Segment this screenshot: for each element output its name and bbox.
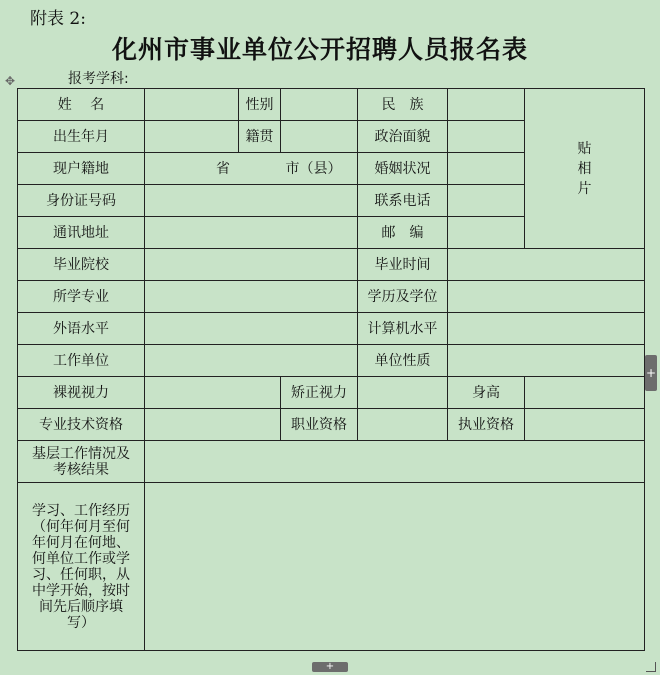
resume-label-line: 中学开始，按时 xyxy=(32,582,130,599)
corrected-vision-label: 矫正视力 xyxy=(281,377,358,409)
resume-label-line: 间先后顺序填 xyxy=(39,598,123,615)
practice-qualification-value[interactable] xyxy=(525,409,645,441)
employer-type-value[interactable] xyxy=(448,345,645,377)
move-icon[interactable]: ✥ xyxy=(4,74,16,88)
table-resize-icon[interactable] xyxy=(646,662,656,672)
resume-label-line: 习、任何职，从 xyxy=(32,566,130,583)
degree-value[interactable] xyxy=(448,281,645,313)
political-status-value[interactable] xyxy=(448,121,525,153)
height-label: 身高 xyxy=(448,377,525,409)
name-label: 姓 名 xyxy=(18,89,145,121)
phone-value[interactable] xyxy=(448,185,525,217)
professional-qualification-value[interactable] xyxy=(358,409,448,441)
id-number-value[interactable] xyxy=(145,185,358,217)
height-value[interactable] xyxy=(525,377,645,409)
resume-label-line: 学习、工作经历 xyxy=(32,502,130,519)
name-value[interactable] xyxy=(145,89,239,121)
subject-label: 报考学科: xyxy=(68,71,129,87)
practice-qualification-label: 执业资格 xyxy=(448,409,525,441)
tech-qualification-value[interactable] xyxy=(145,409,281,441)
gender-label: 性别 xyxy=(239,89,281,121)
phone-label: 联系电话 xyxy=(358,185,448,217)
id-number-label: 身份证号码 xyxy=(18,185,145,217)
native-place-value[interactable] xyxy=(281,121,358,153)
city-label: 市（县） xyxy=(285,160,342,177)
registration-form-table xyxy=(17,88,645,651)
birth-value[interactable] xyxy=(145,121,239,153)
photo-label-3: 片 xyxy=(577,180,592,197)
political-status-label: 政治面貌 xyxy=(358,121,448,153)
school-label: 毕业院校 xyxy=(18,249,145,281)
employer-label: 工作单位 xyxy=(18,345,145,377)
grassroots-label-line: 基层工作情况及 xyxy=(32,445,130,462)
resume-label-line: 年何月在何地、 xyxy=(32,534,130,551)
language-label: 外语水平 xyxy=(18,313,145,345)
computer-value[interactable] xyxy=(448,313,645,345)
school-value[interactable] xyxy=(145,249,358,281)
grassroots-value[interactable] xyxy=(145,441,645,483)
photo-label-2: 相 xyxy=(577,160,592,177)
resume-label-line: 何单位工作或学 xyxy=(32,550,130,567)
grassroots-label xyxy=(18,441,145,483)
marital-value[interactable] xyxy=(448,153,525,185)
resume-value[interactable] xyxy=(145,483,645,651)
major-label: 所学专业 xyxy=(18,281,145,313)
corrected-vision-value[interactable] xyxy=(358,377,448,409)
address-value[interactable] xyxy=(145,217,358,249)
birth-label: 出生年月 xyxy=(18,121,145,153)
photo-cell[interactable] xyxy=(525,89,645,249)
resume-label-line: 写） xyxy=(67,614,95,631)
major-value[interactable] xyxy=(145,281,358,313)
language-value[interactable] xyxy=(145,313,358,345)
photo-label-1: 贴 xyxy=(577,140,592,157)
postcode-label: 邮 编 xyxy=(358,217,448,249)
gender-value[interactable] xyxy=(281,89,358,121)
employer-type-label: 单位性质 xyxy=(358,345,448,377)
province-label: 省 xyxy=(216,160,230,177)
page-title: 化州市事业单位公开招聘人员报名表 xyxy=(111,35,528,64)
resume-label xyxy=(18,483,145,651)
naked-vision-value[interactable] xyxy=(145,377,281,409)
naked-vision-label: 裸视视力 xyxy=(18,377,145,409)
add-row-icon[interactable]: + xyxy=(312,662,348,672)
ethnicity-label: 民 族 xyxy=(358,89,448,121)
appendix-label: 附表 2: xyxy=(30,9,86,29)
native-place-label: 籍贯 xyxy=(239,121,281,153)
address-label: 通讯地址 xyxy=(18,217,145,249)
grad-time-label: 毕业时间 xyxy=(358,249,448,281)
marital-label: 婚姻状况 xyxy=(358,153,448,185)
postcode-value[interactable] xyxy=(448,217,525,249)
resume-label-line: （何年何月至何 xyxy=(32,518,130,535)
household-label: 现户籍地 xyxy=(18,153,145,185)
degree-label: 学历及学位 xyxy=(358,281,448,313)
grassroots-label-line: 考核结果 xyxy=(53,461,109,478)
ethnicity-value[interactable] xyxy=(448,89,525,121)
tech-qualification-label: 专业技术资格 xyxy=(18,409,145,441)
add-column-icon[interactable]: + xyxy=(645,355,657,391)
household-value[interactable] xyxy=(145,153,358,185)
computer-label: 计算机水平 xyxy=(358,313,448,345)
employer-value[interactable] xyxy=(145,345,358,377)
professional-qualification-label: 职业资格 xyxy=(281,409,358,441)
grad-time-value[interactable] xyxy=(448,249,645,281)
